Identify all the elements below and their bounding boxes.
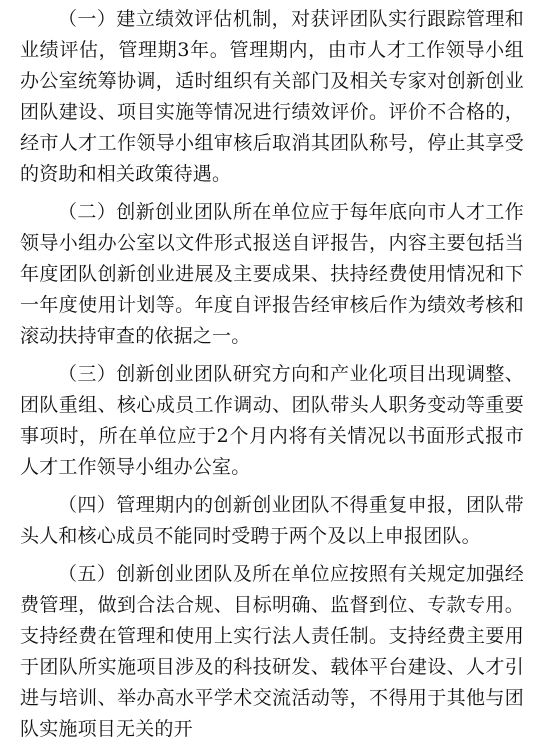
document-body bbox=[20, 4, 524, 752]
paragraph-2: （二）创新创业团队所在单位应于每年底向市人才工作领导小组办公室以文件形式报送自评报告，内容主要包括当年度团队创新创业进展及主要成果、扶持经费使用情况和下一年度使用计划等。年度自评报告经审核后作为绩效考核和滚动扶持审查的依据之一。 bbox=[20, 201, 524, 347]
paragraph-5: （五）创新创业团队及所在单位应按照有关规定加强经费管理，做到合法合规、目标明确、监督到位、专款专用。支持经费在管理和使用上实行法人责任制。支持经费主要用于团队所实施项目涉及的科技研发、载体平台建设、人才引进与培训、举办高水平学术交流活动等，不得用于其他与团队实施项目无关的开 bbox=[20, 563, 524, 740]
paragraph-3: （三）创新创业团队研究方向和产业化项目出现调整、团队重组、核心成员工作调动、团队带头人职务变动等重要事项时，所在单位应于2个月内将有关情况以书面形式报市人才工作领导小组办公室。 bbox=[20, 363, 524, 478]
paragraph-1: （一）建立绩效评估机制，对获评团队实行跟踪管理和业绩评估，管理期3年。管理期内，由市人才工作领导小组办公室统筹协调，适时组织有关部门及相关专家对创新创业团队建设、项目实施等情况进行绩效评价。评价不合格的，经市人才工作领导小组审核后取消其团队称号，停止其享受的资助和相关政策待遇。 bbox=[20, 8, 524, 185]
paragraph-4: （四）管理期内的创新创业团队不得重复申报，团队带头人和核心成员不能同时受聘于两个及以上申报团队。 bbox=[20, 494, 524, 547]
